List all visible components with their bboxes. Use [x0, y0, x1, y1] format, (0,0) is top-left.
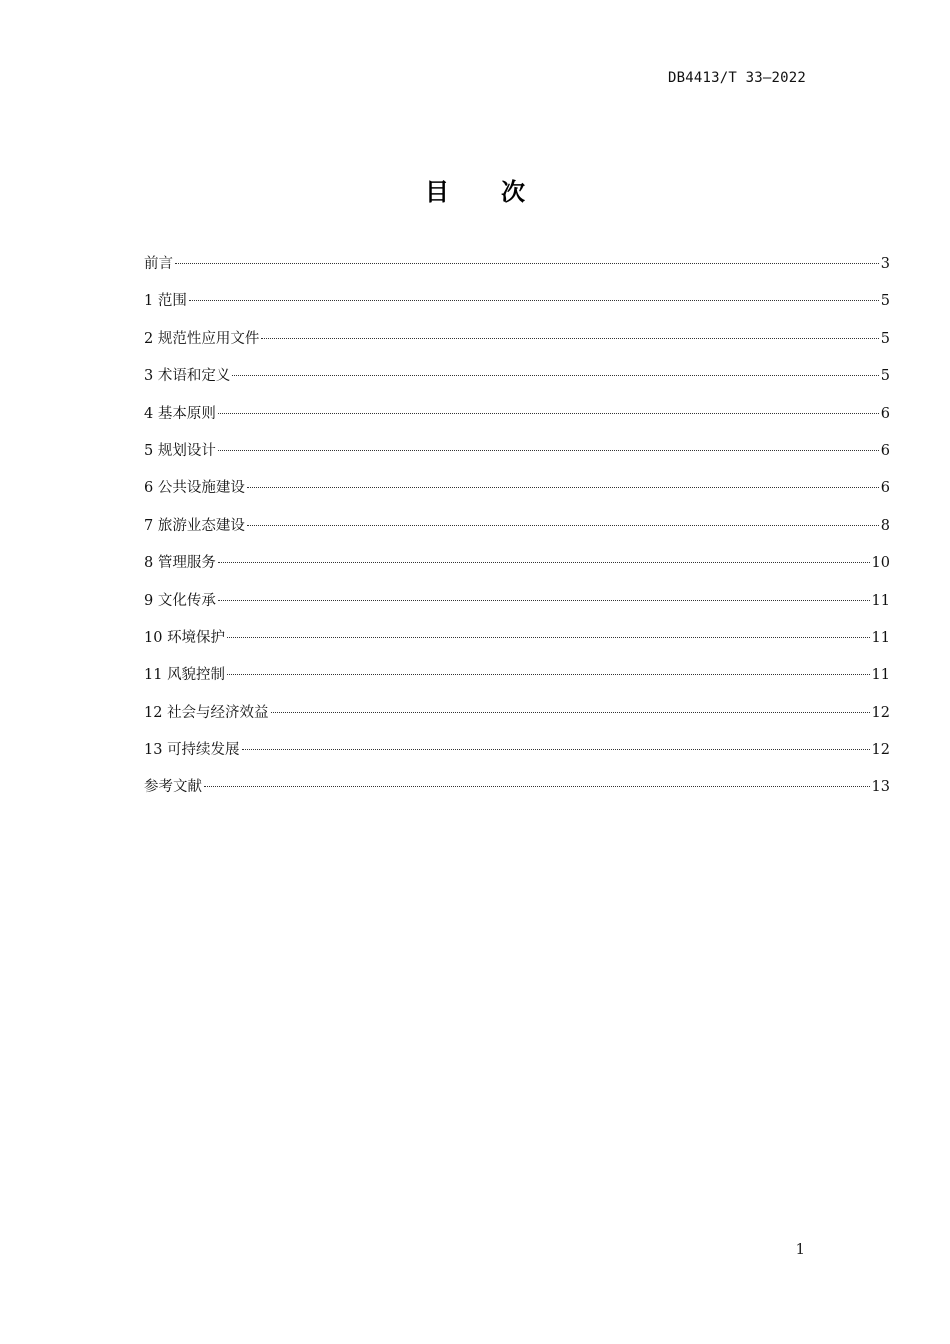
toc-entry-6[interactable] [144, 477, 890, 514]
toc-entry-label: 风貌控制 [167, 667, 226, 684]
toc-entry-10[interactable] [144, 627, 890, 664]
toc-entry-8[interactable] [144, 552, 890, 589]
toc-dot-leader [232, 374, 878, 376]
toc-entry-label: 管理服务 [157, 555, 216, 572]
toc-entry-number: 2 [144, 330, 154, 347]
toc-entry-number: 10 [144, 629, 163, 646]
toc-entry-label: 规划设计 [157, 442, 216, 459]
toc-dot-leader [227, 636, 869, 638]
toc-entry-4[interactable] [144, 403, 890, 440]
toc-entry-page: 12 [871, 704, 890, 721]
toc-title-char: 次 [501, 178, 525, 206]
toc-dot-leader [204, 785, 870, 787]
toc-dot-leader [227, 673, 869, 675]
toc-dot-leader [218, 561, 870, 563]
toc-entry-page: 11 [871, 629, 890, 646]
toc-dot-leader [218, 599, 870, 601]
toc-entry-page: 6 [880, 442, 890, 459]
toc-entry-label: 环境保护 [167, 629, 226, 646]
toc-dot-leader [247, 524, 879, 526]
toc-entry-page: 13 [871, 779, 890, 796]
toc-entry-references[interactable] [144, 776, 890, 813]
toc-entry-number: 4 [144, 405, 154, 422]
toc-entry-5[interactable] [144, 440, 890, 477]
toc-entry-page: 12 [871, 742, 890, 759]
toc-entry-page: 5 [880, 330, 890, 347]
toc-entry-label: 术语和定义 [157, 368, 231, 385]
toc-entry-label: 参考文献 [144, 779, 202, 796]
toc-entry-page: 6 [880, 480, 890, 497]
toc-entry-3[interactable] [144, 365, 890, 402]
toc-entry-label: 社会与经济效益 [167, 704, 269, 721]
toc-entry-12[interactable] [144, 702, 890, 739]
toc-entry-label: 前言 [144, 256, 173, 272]
toc-entry-7[interactable] [144, 515, 890, 552]
toc-dot-leader [271, 711, 870, 713]
toc-dot-leader [242, 748, 870, 750]
toc-entry-number: 13 [144, 742, 163, 759]
toc-entry-number: 8 [144, 555, 154, 572]
toc-entry-label: 旅游业态建设 [157, 517, 245, 534]
toc-entry-page: 11 [871, 667, 890, 684]
toc-entry-number: 11 [144, 667, 163, 684]
toc-entry-label: 基本原则 [157, 405, 216, 422]
toc-entry-number: 3 [144, 368, 154, 385]
toc-title [0, 172, 950, 207]
toc-title-char: 目 [425, 178, 449, 206]
toc-entry-1[interactable] [144, 290, 890, 327]
toc-entry-label: 文化传承 [157, 592, 216, 609]
toc-entry-number: 5 [144, 442, 154, 459]
toc-entry-11[interactable] [144, 664, 890, 701]
toc-entry-label: 可持续发展 [167, 742, 240, 759]
toc-entry-foreword[interactable] [144, 253, 890, 290]
toc-entry-number: 12 [144, 704, 163, 721]
toc-entry-9[interactable] [144, 590, 890, 627]
toc-dot-leader [247, 486, 879, 488]
toc-entry-label: 公共设施建设 [157, 480, 245, 497]
toc-entry-page: 5 [880, 368, 890, 385]
toc-entry-2[interactable] [144, 328, 890, 365]
toc-dot-leader [261, 337, 878, 339]
toc-entry-number: 7 [144, 517, 154, 534]
table-of-contents [144, 253, 890, 814]
toc-entry-page: 5 [880, 293, 890, 310]
page-number: 1 [795, 1240, 805, 1258]
toc-entry-13[interactable] [144, 739, 890, 776]
toc-dot-leader [175, 262, 879, 264]
toc-entry-label: 规范性应用文件 [157, 330, 260, 347]
toc-entry-page: 6 [880, 405, 890, 422]
toc-dot-leader [218, 449, 879, 451]
toc-entry-page: 10 [871, 555, 890, 572]
toc-entry-page: 8 [880, 517, 890, 534]
toc-entry-page: 11 [871, 592, 890, 609]
toc-entry-page: 3 [880, 256, 890, 272]
toc-entry-number: 6 [144, 480, 154, 497]
toc-dot-leader [189, 299, 879, 301]
toc-entry-label: 范围 [157, 293, 187, 310]
document-code: DB4413/T 33—2022 [667, 70, 806, 86]
toc-entry-number: 1 [144, 293, 154, 310]
toc-dot-leader [218, 412, 879, 414]
toc-entry-number: 9 [144, 592, 154, 609]
